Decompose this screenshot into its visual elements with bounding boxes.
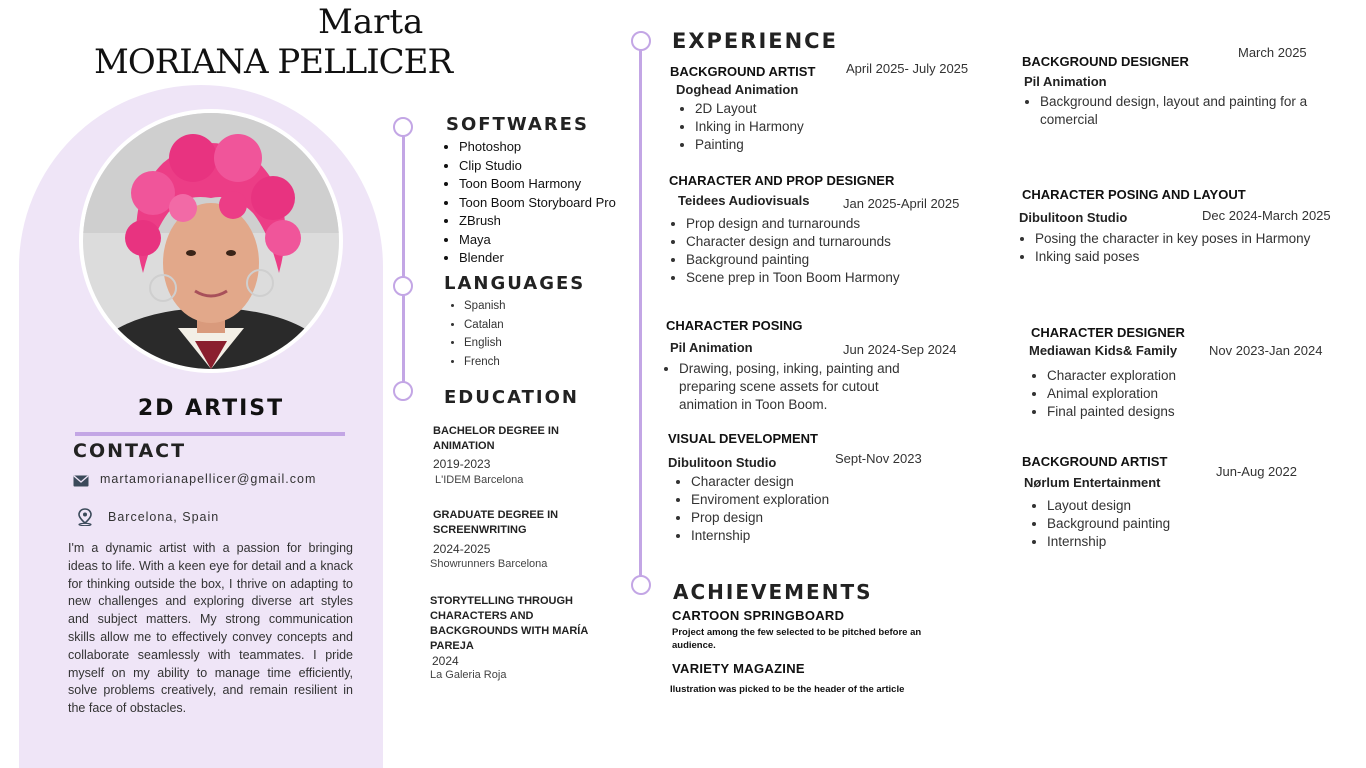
mail-icon — [73, 474, 89, 492]
last-name: MORIANA PELLICER — [94, 42, 453, 82]
job-date: Jun-Aug 2022 — [1216, 464, 1297, 479]
list-item: • French — [464, 353, 506, 372]
list-item: • Character design and turnarounds — [686, 233, 900, 251]
job-company: Teidees Audiovisuals — [678, 193, 810, 208]
list-item: • Enviroment exploration — [691, 491, 829, 509]
list-item: • Internship — [1047, 533, 1170, 551]
job-date: March 2025 — [1238, 45, 1307, 60]
list-item: • Layout design — [1047, 497, 1170, 515]
list-item: • Maya — [459, 231, 616, 250]
education-school: Showrunners Barcelona — [430, 558, 548, 570]
list-item: • Internship — [691, 527, 829, 545]
timeline-line-left — [402, 127, 405, 392]
list-item: • Inking in Harmony — [695, 118, 804, 136]
achievement-description: Ilustration was picked to be the header of the article — [670, 684, 905, 695]
job-title: BACKGROUND DESIGNER — [1022, 54, 1189, 69]
job-company: Pil Animation — [1024, 74, 1107, 89]
list-item: • Clip Studio — [459, 157, 616, 176]
bio-paragraph: I'm a dynamic artist with a passion for bringing ideas to life. With a keen eye for detail and a knack for thinking outside the box, I thrive on adapting to new challenges and exploring diverse art styles and subject matters. My strong communication skills allow me to effectively convey concepts and collaborate seamlessly with teammates. I pride myself on my ability to manage time efficiently, solve problems creatively, and remain resilient in the face of obstacles. — [68, 541, 353, 716]
education-item — [430, 594, 605, 681]
list-item: • Toon Boom Harmony — [459, 175, 616, 194]
job-title: CHARACTER POSING AND LAYOUT — [1022, 187, 1246, 202]
role-divider — [75, 432, 345, 436]
timeline-node — [393, 117, 413, 137]
job-company: Pil Animation — [670, 340, 753, 355]
education-school: L'IDEM Barcelona — [435, 474, 524, 486]
job-date: Dec 2024-March 2025 — [1202, 208, 1331, 223]
list-item: • Final painted designs — [1047, 403, 1176, 421]
timeline-node — [393, 276, 413, 296]
job-date: Nov 2023-Jan 2024 — [1209, 343, 1323, 358]
job-bullets — [1019, 230, 1310, 266]
contact-heading: CONTACT — [73, 440, 187, 462]
education-item — [433, 424, 583, 486]
education-years: 2024 — [432, 654, 459, 668]
softwares-heading: SOFTWARES — [446, 114, 589, 135]
job-title: BACKGROUND ARTIST — [670, 64, 816, 79]
job-title: VISUAL DEVELOPMENT — [668, 431, 819, 446]
list-item: • Character design — [691, 473, 829, 491]
job-bullets — [663, 360, 933, 414]
list-item: • Prop design — [691, 509, 829, 527]
job-date: Jan 2025-April 2025 — [843, 196, 960, 211]
list-item: • Background painting — [1047, 515, 1170, 533]
list-item: • Drawing, posing, inking, painting and preparing scene assets for cutout animation in Toon Boom. — [679, 360, 933, 414]
achievements-heading: ACHIEVEMENTS — [673, 580, 873, 604]
list-item: • Painting — [695, 136, 804, 154]
timeline-line-center — [639, 41, 642, 585]
list-item: • Character exploration — [1047, 367, 1176, 385]
list-item: • Inking said poses — [1035, 248, 1310, 266]
job-bullets — [679, 100, 804, 154]
location-pin-icon — [77, 508, 93, 531]
list-item: • Prop design and turnarounds — [686, 215, 900, 233]
education-title: STORYTELLING THROUGH CHARACTERS AND BACKGROUNDS WITH MARÍA PAREJA — [430, 595, 588, 652]
list-item: • Background painting — [686, 251, 900, 269]
achievement-title: VARIETY MAGAZINE — [672, 661, 805, 676]
list-item: • 2D Layout — [695, 100, 804, 118]
job-date: Jun 2024-Sep 2024 — [843, 342, 957, 357]
job-bullets — [675, 473, 829, 545]
education-years: 2019-2023 — [433, 457, 491, 471]
achievement-description: Project among the few selected to be pitched before an audience. — [672, 627, 922, 651]
education-item — [430, 508, 583, 570]
job-company: Doghead Animation — [676, 82, 799, 97]
list-item: • English — [464, 334, 506, 353]
softwares-list — [443, 138, 616, 268]
education-school: La Galeria Roja — [430, 669, 507, 681]
job-title: CHARACTER AND PROP DESIGNER — [669, 173, 895, 188]
achievement-title: CARTOON SPRINGBOARD — [672, 608, 845, 623]
job-bullets — [1031, 497, 1170, 551]
education-heading: EDUCATION — [444, 387, 579, 408]
timeline-node — [631, 575, 651, 595]
languages-heading: LANGUAGES — [444, 273, 586, 294]
timeline-node — [631, 31, 651, 51]
list-item: • Posing the character in key poses in Harmony — [1035, 230, 1310, 248]
list-item: • Catalan — [464, 316, 506, 335]
job-company: Nørlum Entertainment — [1024, 475, 1161, 490]
list-item: • Toon Boom Storyboard Pro — [459, 194, 616, 213]
first-name: Marta — [318, 2, 424, 42]
job-role: 2D ARTIST — [137, 396, 285, 421]
job-title: CHARACTER POSING — [666, 318, 803, 333]
job-bullets — [670, 215, 900, 287]
email-link[interactable]: martamorianapellicer@gmail.com — [100, 472, 317, 486]
job-date: Sept-Nov 2023 — [835, 451, 922, 466]
job-company: Mediawan Kids& Family — [1029, 343, 1178, 358]
timeline-node — [393, 381, 413, 401]
experience-heading: EXPERIENCE — [672, 29, 838, 53]
list-item: • Animal exploration — [1047, 385, 1176, 403]
list-item: • ZBrush — [459, 212, 616, 231]
list-item: • Spanish — [464, 297, 506, 316]
job-company: Dibulitoon Studio — [1019, 210, 1128, 225]
job-company: Dibulitoon Studio — [668, 455, 777, 470]
job-title: CHARACTER DESIGNER — [1031, 325, 1185, 340]
education-years: 2024-2025 — [433, 542, 491, 556]
job-bullets — [1024, 93, 1334, 129]
avatar — [79, 109, 343, 373]
education-title: GRADUATE DEGREE IN SCREENWRITING — [433, 509, 559, 536]
job-date: April 2025- July 2025 — [846, 61, 969, 76]
portrait-illustration — [83, 113, 339, 369]
location-text: Barcelona, Spain — [108, 510, 220, 524]
list-item: • Scene prep in Toon Boom Harmony — [686, 269, 900, 287]
job-bullets — [1031, 367, 1176, 421]
list-item: • Background design, layout and painting for a comercial — [1040, 93, 1334, 129]
job-title: BACKGROUND ARTIST — [1022, 454, 1168, 469]
list-item: • Blender — [459, 249, 616, 268]
list-item: • Photoshop — [459, 138, 616, 157]
education-title: BACHELOR DEGREE IN ANIMATION — [433, 425, 559, 452]
languages-list — [448, 297, 506, 371]
